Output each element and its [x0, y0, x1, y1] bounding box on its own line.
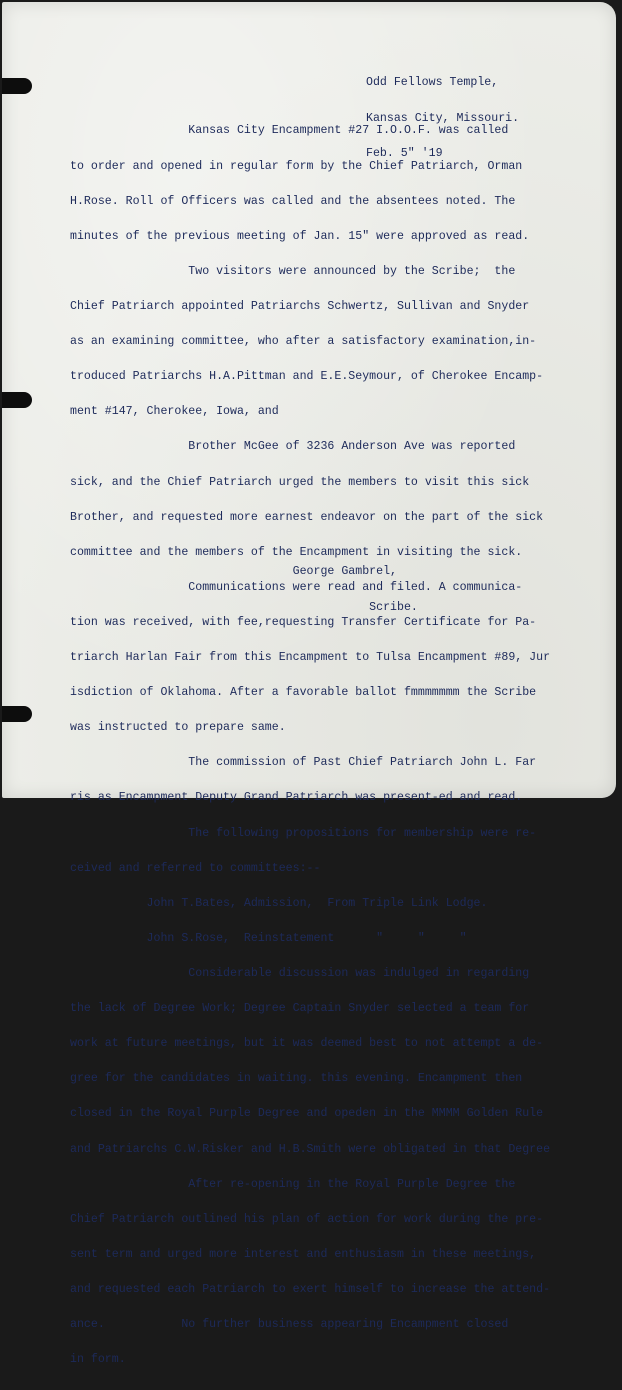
typewritten-page [2, 2, 616, 1367]
text-line: The following propositions for membership were re- [70, 826, 537, 840]
binder-hole [2, 706, 32, 722]
text-line: Two visitors were announced by the Scribe; the [70, 264, 516, 278]
signature-name: George Gambrel, [70, 565, 397, 579]
text-line: H.Rose. Roll of Officers was called and the absentees noted. The [70, 194, 516, 208]
text-line: Chief Patriarch outlined his plan of action for work during the pre- [70, 1212, 544, 1226]
text-line: committee and the members of the Encampment in visiting the sick. [70, 545, 523, 559]
text-line: ceived and referred to committees:-- [70, 861, 321, 875]
binder-hole [2, 392, 32, 408]
text-line: and requested each Patriarch to exert himself to increase the attend- [70, 1283, 551, 1297]
text-line: was instructed to prepare same. [70, 721, 286, 735]
text-line: Brother McGee of 3236 Anderson Ave was reported [70, 440, 516, 454]
signature-block [70, 543, 418, 637]
minutes-body [70, 102, 550, 1389]
address-line: Kansas City, Missouri. [366, 111, 520, 125]
text-line: the lack of Degree Work; Degree Captain Snyder selected a team for [70, 1002, 530, 1016]
binder-hole [2, 78, 32, 94]
text-line: isdiction of Oklahoma. After a favorable ballot fmmmmmmm the Scribe [70, 686, 537, 700]
text-line: ment #147, Cherokee, Iowa, and [70, 405, 279, 419]
text-line: closed in the Royal Purple Degree and opeden in the MMMM Golden Rule [70, 1107, 544, 1121]
text-line: sick, and the Chief Patriarch urged the members to visit this sick [70, 475, 530, 489]
text-line: Chief Patriarch appointed Patriarchs Schwertz, Sullivan and Snyder [70, 299, 530, 313]
text-line: John T.Bates, Admission, From Triple Link Lodge. [70, 896, 488, 910]
text-line: Considerable discussion was indulged in regarding [70, 967, 530, 981]
text-line: John S.Rose, Reinstatement " " " [70, 931, 467, 945]
text-line: The commission of Past Chief Patriarch John L. Far [70, 756, 537, 770]
text-line: and Patriarchs C.W.Risker and H.B.Smith were obligated in that Degree [70, 1142, 551, 1156]
text-line: Communications were read and filed. A communica- [70, 580, 523, 594]
text-line: troduced Patriarchs H.A.Pittman and E.E.Seymour, of Cherokee Encamp- [70, 370, 544, 384]
text-line: Brother, and requested more earnest endeavor on the part of the sick [70, 510, 544, 524]
date-line: Feb. 5" '19 [366, 146, 443, 160]
text-line: After re-opening in the Royal Purple Degree the [70, 1177, 516, 1191]
text-line: ance. No further business appearing Encampment closed [70, 1318, 509, 1332]
text-line: to order and opened in regular form by the Chief Patriarch, Orman [70, 159, 523, 173]
signature-title: Scribe. [70, 600, 418, 614]
text-line: sent term and urged more interest and enthusiasm in these meetings, [70, 1247, 537, 1261]
text-line: triarch Harlan Fair from this Encampment to Tulsa Encampment #89, Jur [70, 651, 551, 665]
text-line: tion was received, with fee,requesting Transfer Certificate for Pa- [70, 615, 537, 629]
text-line: as an examining committee, who after a satisfactory examination,in- [70, 335, 537, 349]
text-line: Kansas City Encampment #27 I.O.O.F. was called [70, 124, 509, 138]
text-line: work at future meetings, but it was deemed best to not attempt a de- [70, 1037, 544, 1051]
address-line: Odd Fellows Temple, [366, 76, 499, 90]
text-line: gree for the candidates in waiting. this evening. Encampment then [70, 1072, 523, 1086]
text-line: minutes of the previous meeting of Jan. 15" were approved as read. [70, 229, 530, 243]
text-line: in form. [70, 1353, 126, 1367]
text-line: ris as Encampment Deputy Grand Patriarch was present-ed and read. [70, 791, 523, 805]
